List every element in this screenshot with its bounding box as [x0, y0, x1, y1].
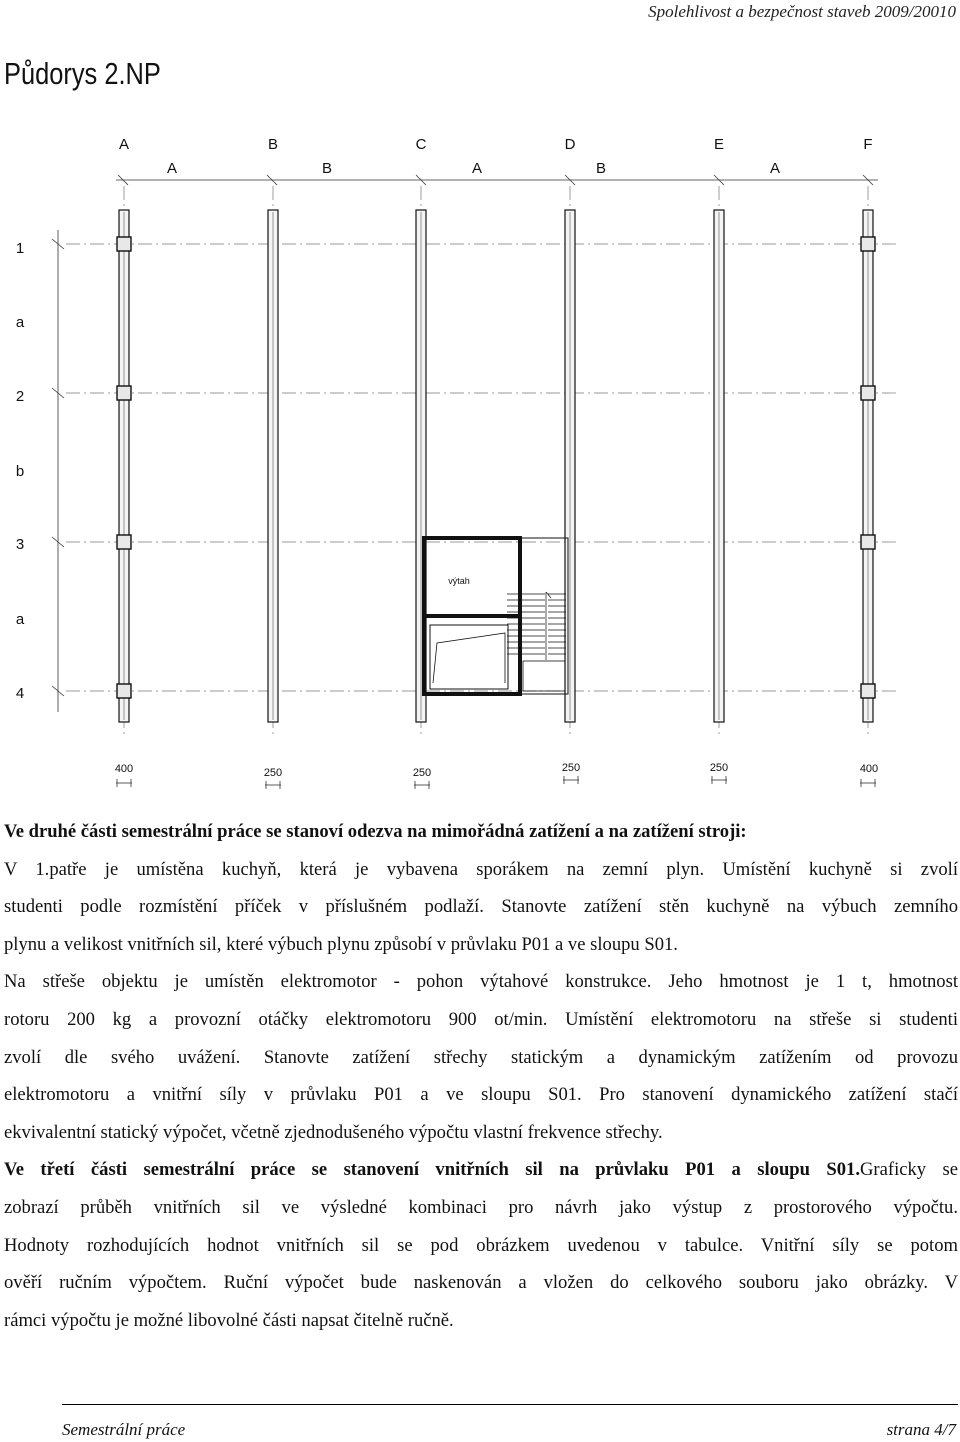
axis-label-top-secondary: A [769, 160, 781, 177]
text-line: V 1.patře je umístěna kuchyň, která je vybavena sporákem na zemní plyn. Umístění kuchyně si zvolí [4, 858, 958, 880]
text-line: elektromotoru a vnitřní síly v průvlaku P01 a ve sloupu S01. Pro stanovení dynamického zatížení stačí [4, 1084, 958, 1106]
dimension-label: 250 [709, 762, 729, 774]
axis-label-left: a [15, 611, 25, 628]
axis-label-top-secondary: A [471, 160, 483, 177]
axis-label-top: C [415, 136, 427, 153]
footer-left: Semestrální práce [62, 1420, 186, 1439]
section-3-line [4, 1151, 958, 1189]
text-line: Hodnoty rozhodujících hodnot vnitřních sil se pod obrázkem uvedenou v tabulce. Vnitřní síly se potom [4, 1234, 958, 1256]
dimension-label: 400 [859, 763, 879, 775]
section-2-heading: Ve druhé části semestrální práce se stanoví odezva na mimořádná zatížení a na zatížení stroji: [4, 821, 747, 842]
axis-label-top-secondary: A [166, 160, 178, 177]
text-line: plynu a velikost vnitřních sil, které výbuch plynu způsobí v průvlaku P01 a ve sloupu S01. [4, 933, 678, 955]
axis-label-top: B [267, 136, 279, 153]
text-line: Na střeše objektu je umístěn elektromotor - pohon výtahové konstrukce. Jeho hmotnost je 1 t, hmotnost [4, 971, 958, 993]
elevator-label: výtah [448, 576, 470, 586]
text-line: ověří ručním výpočtem. Ruční výpočet bude naskenován a vložen do celkového souboru jako obrázky. V [4, 1272, 958, 1294]
text-line: zvolí dle svého uvážení. Stanovte zatížení střechy statickým a dynamickým zatížením od provozu [4, 1046, 958, 1068]
axis-label-top: D [564, 136, 576, 153]
axis-label-top-secondary: B [595, 160, 607, 177]
section-3-heading: Ve třetí části semestrální práce se stanovení vnitřních sil na průvlaku P01 a sloupu S01. [4, 1159, 860, 1181]
floor-plan [0, 120, 960, 800]
axis-label-left: 2 [15, 388, 25, 405]
axis-label-top-secondary: B [321, 160, 333, 177]
text-line: rotoru 200 kg a provozní otáčky elektromotoru 900 ot/min. Umístění elektromotoru na střeše si studenti [4, 1008, 958, 1030]
axis-label-left: b [15, 463, 25, 480]
text-line: zobrazí průběh vnitřních sil ve výsledné kombinaci pro návrh jako výstup z prostorového výpočtu. [4, 1196, 958, 1218]
text-line: rámci výpočtu je možné libovolné části napsat čitelně ručně. [4, 1309, 454, 1331]
text-fragment: Graficky se [860, 1159, 959, 1181]
dimension-label: 250 [561, 762, 581, 774]
text-line: ekvivalentní statický výpočet, včetně zjednodušeného výpočtu vlastní frekvence střechy. [4, 1121, 663, 1143]
axis-label-left: a [15, 314, 25, 331]
page-title: Půdorys 2.NP [4, 56, 161, 91]
body-text [4, 813, 958, 1339]
running-header: Spolehlivost a bezpečnost staveb 2009/20010 [648, 2, 956, 21]
dimension-label: 250 [263, 767, 283, 779]
page-number: strana 4/7 [886, 1420, 956, 1439]
text-line: studenti podle rozmístění příček v příslušném podlaží. Stanovte zatížení stěn kuchyně na výbuch zemního [4, 896, 958, 918]
axis-label-top: A [118, 136, 130, 153]
axis-label-top: E [713, 136, 725, 153]
axis-label-top: F [863, 136, 873, 153]
dimension-label: 400 [114, 763, 134, 775]
axis-label-left: 4 [15, 685, 25, 702]
axis-label-left: 1 [15, 240, 25, 257]
footer-divider [62, 1404, 958, 1405]
dimension-label: 250 [412, 767, 432, 779]
axis-label-left: 3 [15, 536, 25, 553]
